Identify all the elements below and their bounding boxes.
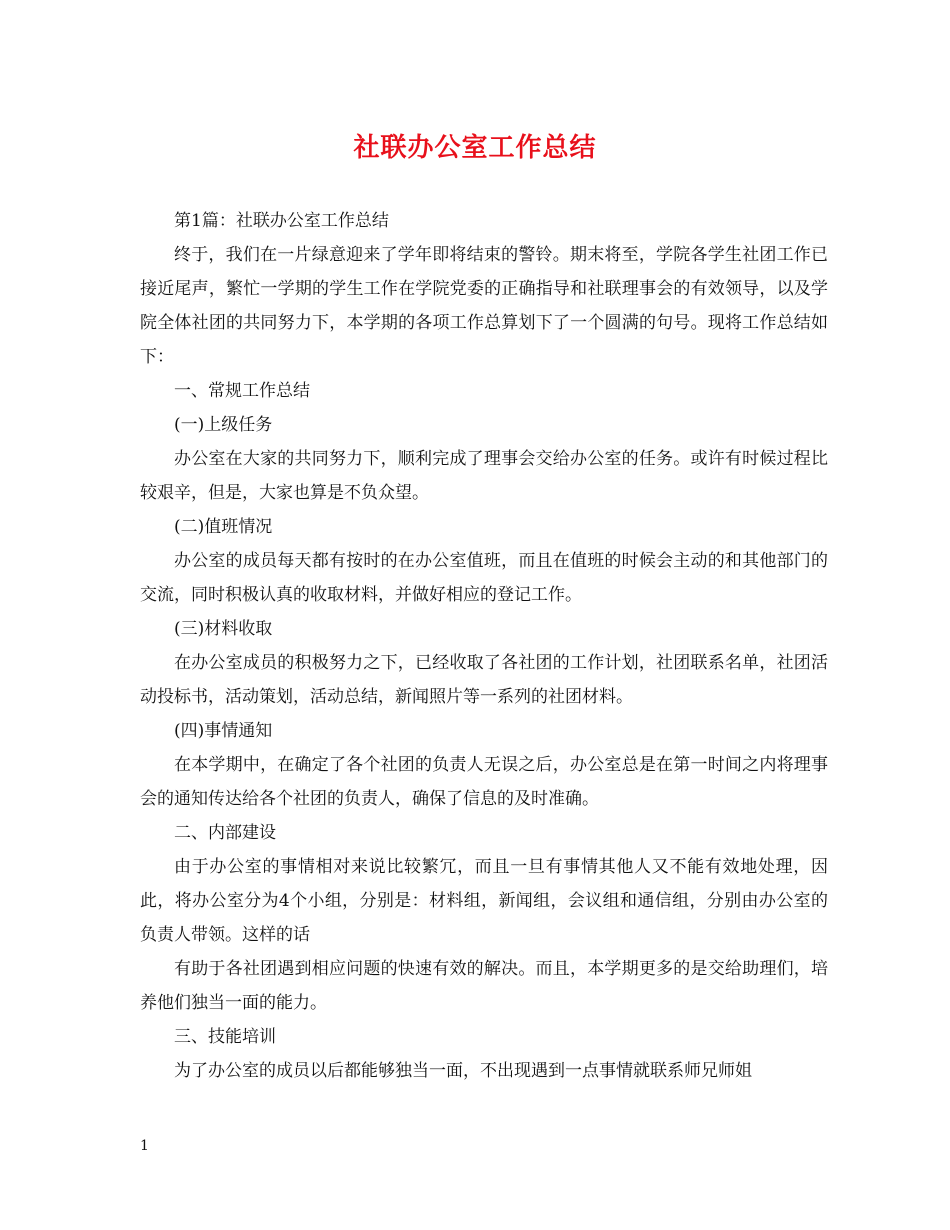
subsection-heading-superior-tasks: (一)上级任务 <box>174 415 273 435</box>
subsection-heading-notifications: (四)事情通知 <box>174 721 273 741</box>
paragraph-superior-tasks: 办公室在大家的共同努力下，顺利完成了理事会交给办公室的任务。或许有时候过程比较艰辛，但是，大家也算是不负众望。 <box>140 449 828 503</box>
paragraph-internal-building: 由于办公室的事情相对来说比较繁冗，而且一旦有事情其他人又不能有效地处理，因此，将办公室分为4个小组，分别是：材料组，新闻组，会议组和通信组，分别由办公室的负责人带领。这样的话 <box>140 857 828 945</box>
paragraph-materials: 在办公室成员的积极努力之下，已经收取了各社团的工作计划，社团联系名单，社团活动投标书，活动策划，活动总结，新闻照片等一系列的社团材料。 <box>140 653 828 707</box>
paragraph-chapter-heading: 第1篇：社联办公室工作总结 <box>174 211 389 231</box>
paragraph-skill-training: 为了办公室的成员以后都能够独当一面，不出现遇到一点事情就联系师兄师姐 <box>174 1061 752 1081</box>
subsection-heading-duty: (二)值班情况 <box>174 517 273 537</box>
page-number: 1 <box>140 1138 149 1154</box>
section-heading-internal-building: 二、内部建设 <box>174 823 276 843</box>
document-body <box>140 204 828 1088</box>
paragraph-internal-building-continued: 有助于各社团遇到相应问题的快速有效的解决。而且，本学期更多的是交给助理们，培养他们独当一面的能力。 <box>140 959 828 1013</box>
paragraph-notifications: 在本学期中，在确定了各个社团的负责人无误之后，办公室总是在第一时间之内将理事会的通知传达给各个社团的负责人，确保了信息的及时准确。 <box>140 755 828 809</box>
paragraph-duty: 办公室的成员每天都有按时的在办公室值班，而且在值班的时候会主动的和其他部门的交流，同时积极认真的收取材料，并做好相应的登记工作。 <box>140 551 828 605</box>
section-heading-skill-training: 三、技能培训 <box>174 1027 276 1047</box>
subsection-heading-materials: (三)材料收取 <box>174 619 273 639</box>
document-title: 社联办公室工作总结 <box>353 133 597 163</box>
paragraph-intro: 终于，我们在一片绿意迎来了学年即将结束的警铃。期末将至，学院各学生社团工作已接近尾声，繁忙一学期的学生工作在学院党委的正确指导和社联理事会的有效领导，以及学院全体社团的共同努力下，本学期的各项工作总算划下了一个圆满的句号。现将工作总结如下： <box>140 245 828 367</box>
section-heading-routine-work: 一、常规工作总结 <box>174 381 310 401</box>
